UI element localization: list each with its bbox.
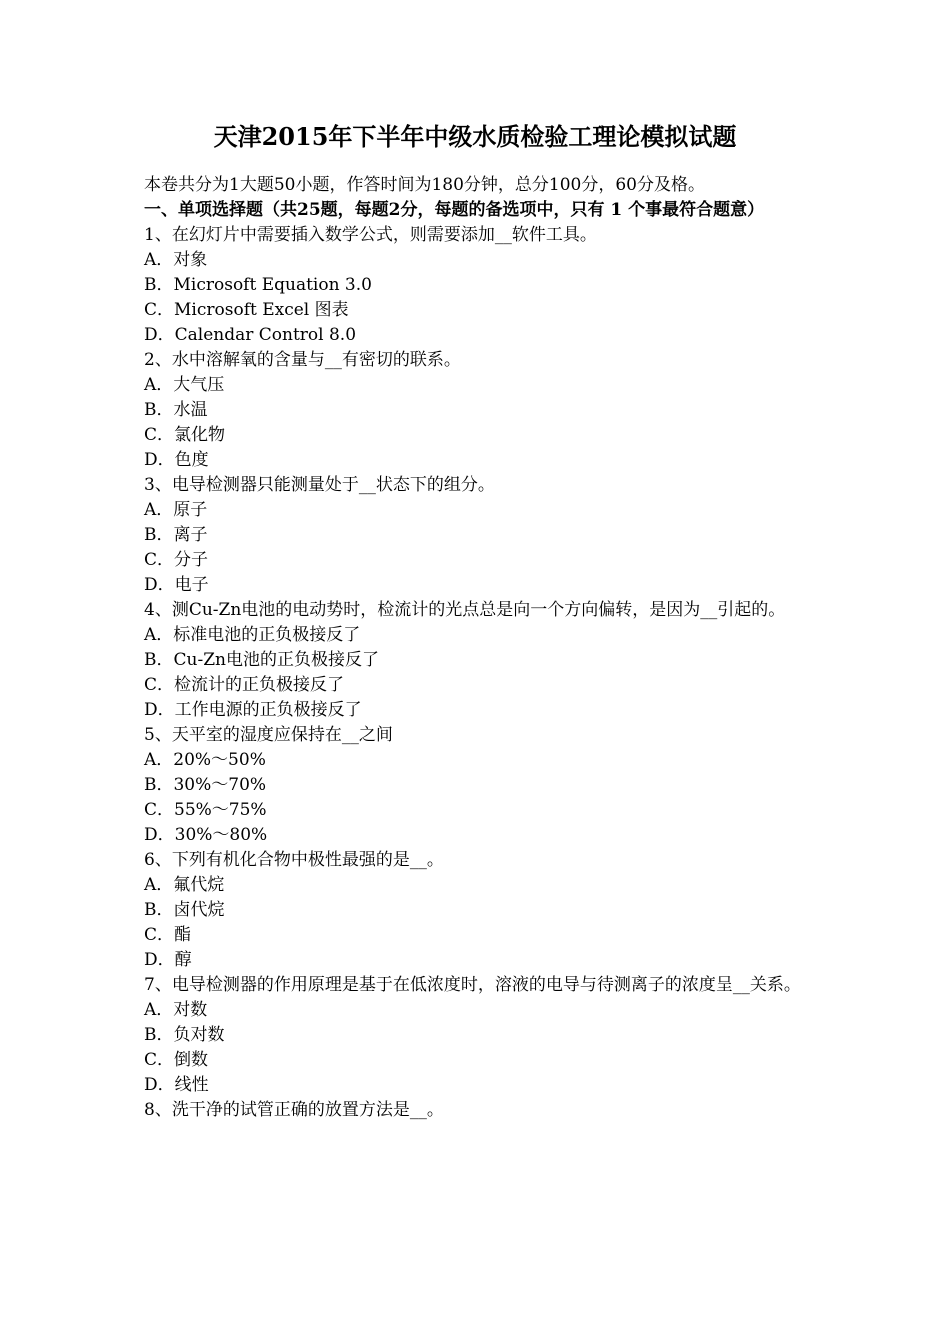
option-c: C．Microsoft Excel 图表 (144, 300, 349, 320)
option-d: D．电子 (144, 575, 209, 595)
option-d: D．工作电源的正负极接反了 (144, 700, 362, 720)
question-3 (144, 473, 809, 598)
option-a: A．标准电池的正负极接反了 (144, 625, 361, 645)
option-c: C．55%～75% (144, 800, 267, 820)
question-7 (144, 973, 809, 1098)
option-d: D．醇 (144, 950, 192, 970)
question-text: 1、在幻灯片中需要插入数学公式，则需要添加__软件工具。 (144, 225, 597, 245)
question-text: 8、洗干净的试管正确的放置方法是__。 (144, 1100, 444, 1120)
option-a: A．氟代烷 (144, 875, 225, 895)
option-b: B．Microsoft Equation 3.0 (144, 275, 372, 295)
option-a: A．原子 (144, 500, 208, 520)
option-c: C．检流计的正负极接反了 (144, 675, 345, 695)
option-d: D．30%～80% (144, 825, 268, 845)
question-4 (144, 598, 809, 723)
option-b: B．离子 (144, 525, 208, 545)
document-body (144, 173, 809, 1123)
option-b: B．30%～70% (144, 775, 267, 795)
question-text: 2、水中溶解氧的含量与__有密切的联系。 (144, 350, 461, 370)
option-d: D．线性 (144, 1075, 209, 1095)
question-6 (144, 848, 809, 973)
option-b: B．负对数 (144, 1025, 225, 1045)
option-a: A．大气压 (144, 375, 225, 395)
exam-intro: 本卷共分为1大题50小题，作答时间为180分钟，总分100分，60分及格。 (144, 175, 705, 195)
option-b: B．Cu-Zn电池的正负极接反了 (144, 650, 379, 670)
option-d: D．色度 (144, 450, 209, 470)
question-5 (144, 723, 809, 848)
question-1 (144, 223, 809, 348)
question-text: 6、下列有机化合物中极性最强的是__。 (144, 850, 444, 870)
question-list (144, 223, 809, 1123)
option-c: C．分子 (144, 550, 209, 570)
option-a: A．20%～50% (144, 750, 266, 770)
question-8 (144, 1098, 809, 1123)
section-heading: 一、单项选择题（共25题，每题2分，每题的备选项中，只有 1 个事最符合题意） (144, 200, 765, 220)
question-text: 7、电导检测器的作用原理是基于在低浓度时，溶液的电导与待测离子的浓度呈__关系。 (144, 975, 801, 995)
option-d: D．Calendar Control 8.0 (144, 325, 357, 345)
question-text: 5、天平室的湿度应保持在__之间 (144, 725, 393, 745)
option-a: A．对象 (144, 250, 208, 270)
question-2 (144, 348, 809, 473)
question-text: 4、测Cu-Zn电池的电动势时，检流计的光点总是向一个方向偏转，是因为__引起的。 (144, 600, 786, 620)
option-c: C．倒数 (144, 1050, 209, 1070)
option-b: B．水温 (144, 400, 208, 420)
page-title: 天津2015年下半年中级水质检验工理论模拟试题 (213, 122, 737, 151)
option-b: B．卤代烷 (144, 900, 225, 920)
option-a: A．对数 (144, 1000, 208, 1020)
question-text: 3、电导检测器只能测量处于__状态下的组分。 (144, 475, 495, 495)
option-c: C．氯化物 (144, 425, 226, 445)
option-c: C．酯 (144, 925, 192, 945)
